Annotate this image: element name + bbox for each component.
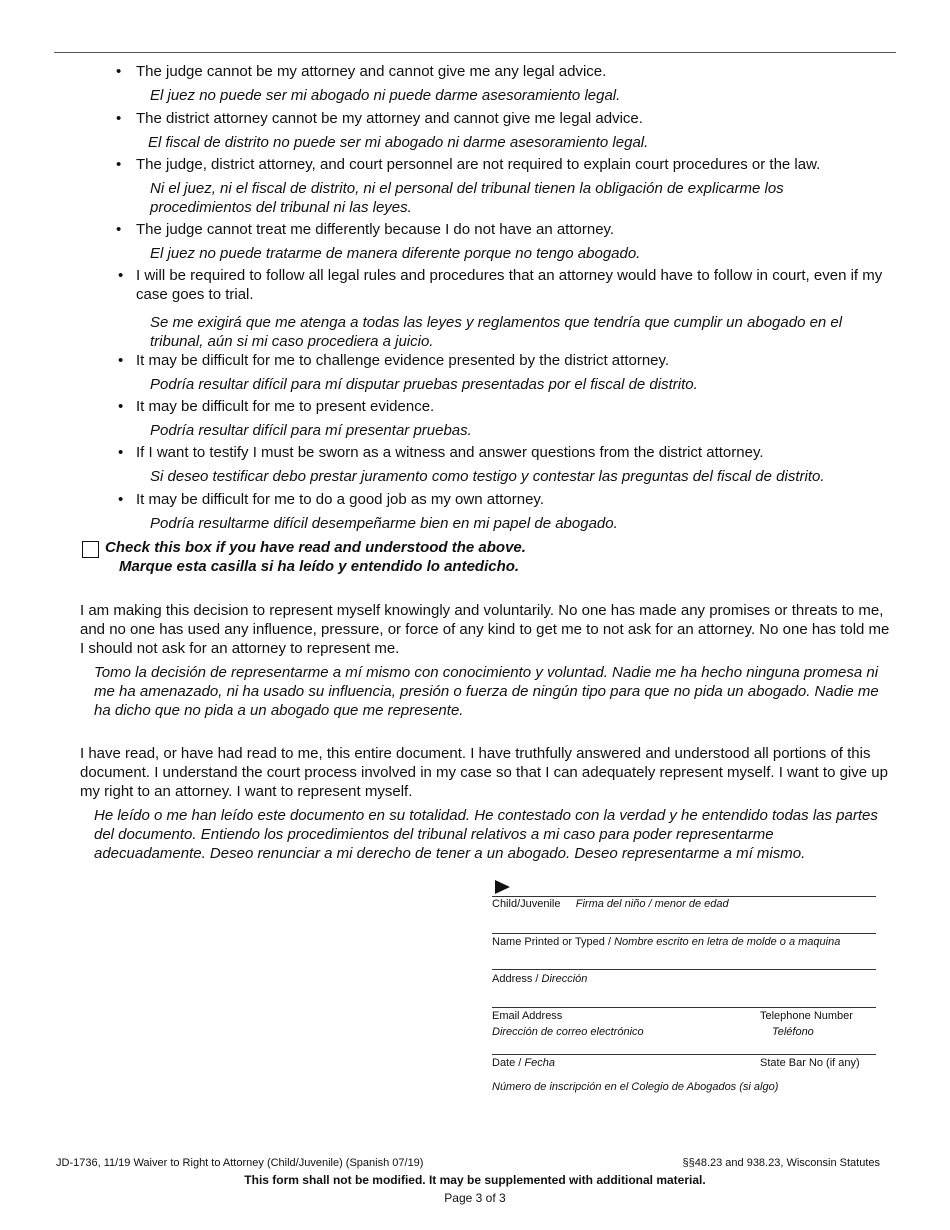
bullet-icon: •: [116, 156, 122, 173]
phone-label: Telephone Number: [760, 1010, 853, 1022]
bullet-text-en: If I want to testify I must be sworn as a witness and answer questions from the district attorney.: [136, 444, 764, 461]
name-line[interactable]: [492, 933, 876, 934]
bullet-text-es: Podría resultar difícil para mí presentar pruebas.: [150, 422, 472, 439]
email-phone-line[interactable]: [492, 1007, 876, 1008]
email-label-es: Dirección de correo electrónico: [492, 1026, 644, 1038]
bullet-text-es: El juez no puede ser mi abogado ni puede darme asesoramiento legal.: [150, 87, 621, 104]
state-bar-label: State Bar No (if any): [760, 1057, 860, 1069]
bullet-icon: •: [118, 352, 124, 369]
address-label: Address / Dirección: [492, 973, 588, 985]
date-bar-line[interactable]: [492, 1054, 876, 1055]
read-paragraph-en: I have read, or have had read to me, this entire document. I have truthfully answered and understood all portions of this document. I understand the court process involved in my case so that I can adequately represent myself. I want to give up my right to an attorney. I want to represent myself.: [80, 745, 888, 800]
bullet-icon: •: [116, 221, 122, 238]
page-number: Page 3 of 3: [444, 1191, 506, 1205]
address-line[interactable]: [492, 969, 876, 970]
bullet-text-en: It may be difficult for me to challenge evidence presented by the district attorney.: [136, 352, 670, 369]
bullet-text-en: I will be required to follow all legal rules and procedures that an attorney would have to follow in court, even if my case goes to trial.: [136, 267, 883, 303]
bullet-icon: •: [118, 444, 124, 461]
email-label: Email Address: [492, 1010, 563, 1022]
sign-here-arrow-icon: [495, 880, 510, 894]
date-label: Date / Fecha: [492, 1057, 555, 1069]
bullet-text-en: The judge cannot treat me differently because I do not have an attorney.: [136, 221, 615, 238]
signature-line[interactable]: [492, 896, 876, 897]
read-paragraph-es: He leído o me han leído este documento en su totalidad. He contestado con la verdad y he entendido todas las partes del documento. Entiendo los procedimientos del tribunal relativos a mi caso para poder representarme adecuadamente. Deseo renunciar a mi derecho de tener a un abogado. Deseo representarme a mí mismo.: [94, 807, 878, 862]
bullet-icon: •: [116, 63, 122, 80]
bullet-text-es: Se me exigirá que me atenga a todas las leyes y reglamentos que tendría que cumplir un abogado en el tribunal, aún si mi caso procediera a juicio.: [150, 314, 843, 350]
checkbox-label-es: Marque esta casilla si ha leído y entendido lo antedicho.: [119, 558, 520, 575]
bullet-icon: •: [118, 267, 124, 284]
bullet-text-es: Podría resultar difícil para mí disputar pruebas presentadas por el fiscal de distrito.: [150, 376, 698, 393]
bullet-text-es: El fiscal de distrito no puede ser mi abogado ni darme asesoramiento legal.: [148, 134, 649, 151]
bullet-text-es: Ni el juez, ni el fiscal de distrito, ni el personal del tribunal tienen la obligación de explicarme los procedimientos del tribunal ni las leyes.: [150, 180, 784, 216]
decision-paragraph-es: Tomo la decisión de representarme a mí mismo con conocimiento y voluntad. Nadie me ha hecho ninguna promesa ni me ha amenazado, ni ha usado su influencia, presión o fuerza de ningún tipo para que no pida un abogado. Nadie me ha dicho que no pida a un abogado que me represente.: [94, 664, 879, 719]
state-bar-label-es: Número de inscripción en el Colegio de Abogados (si algo): [492, 1081, 779, 1093]
bullet-text-es: El juez no puede tratarme de manera diferente porque no tengo abogado.: [150, 245, 641, 262]
form-id: JD-1736, 11/19 Waiver to Right to Attorney (Child/Juvenile) (Spanish 07/19): [56, 1157, 424, 1169]
checkbox-label-en: Check this box if you have read and understood the above.: [105, 539, 526, 556]
statutes-reference: §§48.23 and 938.23, Wisconsin Statutes: [682, 1157, 880, 1169]
bullet-text-en: The judge, district attorney, and court personnel are not required to explain court procedures or the law.: [136, 156, 821, 173]
bullet-text-en: The judge cannot be my attorney and cannot give me any legal advice.: [136, 63, 607, 80]
bullet-icon: •: [116, 110, 122, 127]
bullet-icon: •: [118, 491, 124, 508]
bullet-text-es: Podría resultarme difícil desempeñarme bien en mi papel de abogado.: [150, 515, 618, 532]
child-signature-label: Child/Juvenile Firma del niño / menor de edad: [492, 898, 729, 910]
decision-paragraph-en: I am making this decision to represent myself knowingly and voluntarily. No one has made any promises or threats to me, and no one has used any influence, pressure, or force of any kind to get me to not ask for an attorney. No one has told me I should not ask for an attorney to represent me.: [80, 602, 890, 657]
modification-notice: This form shall not be modified. It may be supplemented with additional material.: [244, 1173, 706, 1187]
bullet-icon: •: [118, 398, 124, 415]
bullet-text-es: Si deseo testificar debo prestar juramento como testigo y contestar las preguntas del fiscal de distrito.: [150, 468, 825, 485]
phone-label-es: Teléfono: [772, 1026, 814, 1038]
bullet-text-en: It may be difficult for me to do a good job as my own attorney.: [136, 491, 544, 508]
acknowledgement-checkbox[interactable]: [82, 541, 99, 558]
bullet-text-en: The district attorney cannot be my attorney and cannot give me legal advice.: [136, 110, 643, 127]
name-label: Name Printed or Typed / Nombre escrito en letra de molde o a maquina: [492, 936, 841, 948]
bullet-text-en: It may be difficult for me to present evidence.: [136, 398, 435, 415]
signature-block: [492, 0, 876, 1100]
